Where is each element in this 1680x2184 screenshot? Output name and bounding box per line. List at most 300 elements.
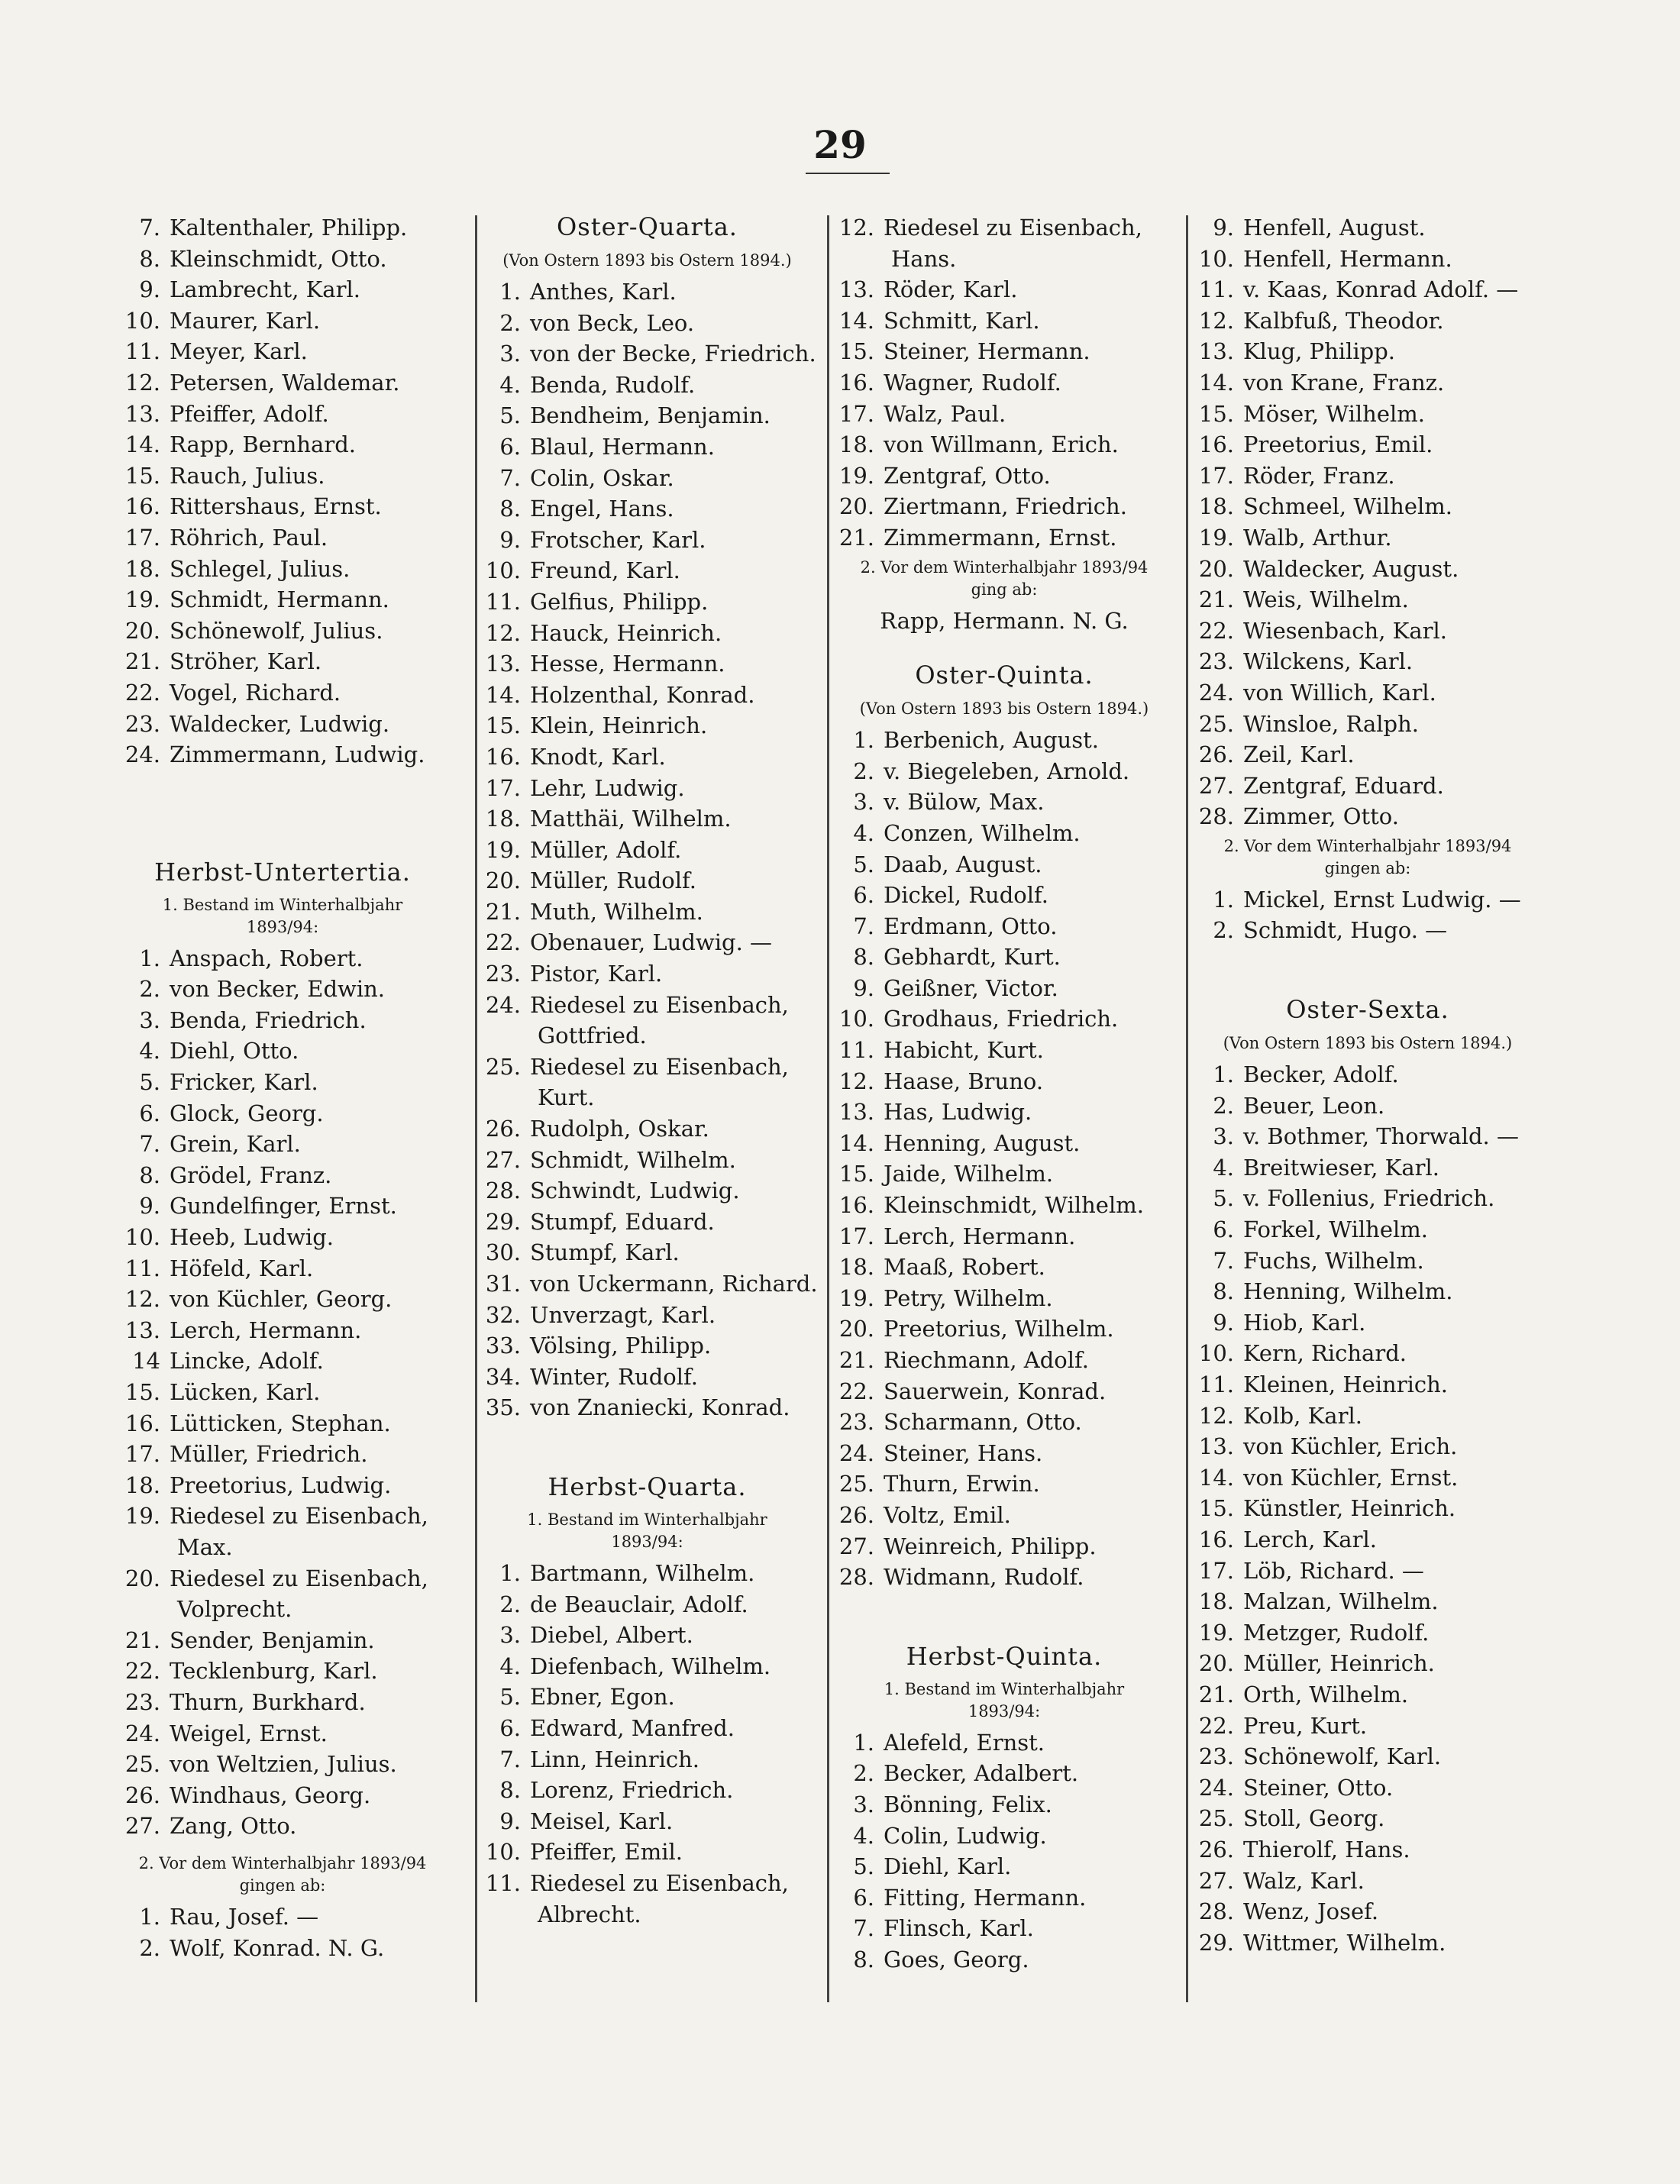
subheading-herbst-quinta-abgang-label: gingen ab: (1324, 858, 1411, 877)
list-item-name: Frotscher, Karl. (530, 526, 706, 553)
list-item (1188, 367, 1547, 399)
column-4 (1188, 212, 1547, 1958)
list-item (1188, 1617, 1547, 1649)
list-item-name: Schmitt, Karl. (884, 307, 1040, 334)
list-item (107, 646, 458, 677)
list-item-number: 1. (853, 1729, 874, 1756)
list-item-number: 5. (499, 402, 521, 429)
list-item-name: Anspach, Robert. (170, 945, 363, 971)
list-item-name: Freund, Karl. (530, 557, 680, 584)
list-item-number: 14. (1198, 1464, 1234, 1491)
list-item-name: Müller, Heinrich. (1243, 1650, 1435, 1677)
list-item-number: 17. (1198, 1557, 1234, 1584)
list-item (1188, 1245, 1547, 1277)
list-item-number: 5. (853, 1853, 874, 1880)
list-item-name: Winter, Rudolf. (530, 1363, 698, 1390)
list-item-number: 13. (1198, 338, 1234, 365)
list-item-number: 28. (1198, 803, 1234, 830)
list-item (829, 818, 1180, 849)
list-item-name: Preetorius, Wilhelm. (884, 1316, 1114, 1342)
list-item-name: Ströher, Karl. (170, 648, 322, 675)
list-item-number: 25. (1198, 710, 1234, 737)
list-item (829, 756, 1180, 787)
list-item-name: Lücken, Karl. (170, 1379, 321, 1405)
list-item (1188, 1462, 1547, 1494)
list-item-name: Steiner, Hans. (884, 1439, 1043, 1466)
list-item-number: 9. (499, 1808, 521, 1834)
list-item-number: 1. (499, 1559, 521, 1586)
list-item-name: Künstler, Heinrich. (1243, 1495, 1456, 1522)
subheading-herbst-quarta-year: 1893/94: (611, 1532, 683, 1551)
list-item-number: 3. (139, 1006, 160, 1033)
list-item (1188, 1556, 1547, 1587)
list-item-number: 19. (1198, 1619, 1234, 1646)
list-item-number: 33. (485, 1333, 521, 1359)
list-item-name: Kleinen, Heinrich. (1243, 1371, 1449, 1397)
list-item (829, 1727, 1180, 1759)
list-item-number: 11. (1198, 276, 1234, 303)
list-item-number: 8. (139, 245, 160, 272)
list-item-name: Wagner, Rudolf. (884, 369, 1061, 396)
list-item-name: Obenauer, Ludwig. — (530, 929, 773, 956)
list-item-number: 34. (485, 1363, 521, 1390)
list-item (473, 648, 821, 680)
list-herbst-untertertia (107, 943, 458, 1842)
list-item (1188, 615, 1547, 647)
list-item (829, 1190, 1180, 1221)
list-herbst-quinta (829, 1727, 1180, 1976)
list-item-number: 18. (1198, 493, 1234, 520)
list-item-number: 6. (499, 433, 521, 460)
list-item-name: Kurt. (538, 1084, 595, 1111)
list-item-number: 22. (1198, 617, 1234, 644)
list-item-name: Kaltenthaler, Philipp. (170, 215, 408, 241)
subheading-herbst-quinta-bestand: 1. Bestand im Winterhalbjahr (884, 1679, 1125, 1698)
list-item-name: Beuer, Leon. (1243, 1092, 1385, 1119)
list-item (107, 522, 458, 554)
list-item-name: von Becker, Edwin. (170, 976, 386, 1003)
list-item (473, 1300, 821, 1331)
list-item-number: 10. (838, 1006, 874, 1032)
list-item-name: Weis, Wilhelm. (1243, 586, 1409, 613)
list-item-name: Diehl, Otto. (170, 1038, 299, 1065)
list-item (473, 1268, 821, 1300)
list-item-name: Unverzagt, Karl. (530, 1301, 716, 1328)
subheading-herbst-quarta-bestand: 1. Bestand im Winterhalbjahr (527, 1510, 767, 1529)
list-item (829, 1562, 1180, 1593)
list-item-name: Lincke, Adolf. (170, 1348, 324, 1375)
list-item-number: 25. (838, 1471, 874, 1497)
list-item-name: Schwindt, Ludwig. (530, 1178, 740, 1204)
list-item-name: Ebner, Egon. (530, 1684, 675, 1711)
list-item-name: Gebhardt, Kurt. (884, 944, 1061, 971)
list-item-name: Fuchs, Wilhelm. (1243, 1247, 1424, 1274)
list-item-number: 15. (485, 712, 521, 739)
list-item (473, 865, 821, 897)
list-item-number: 2. (139, 976, 160, 1003)
list-item (107, 677, 458, 709)
list-item-number: 11. (485, 588, 521, 615)
list-item-number: 12. (485, 619, 521, 646)
list-item-number: 24. (485, 991, 521, 1018)
list-item (1188, 1586, 1547, 1617)
list-item-number: 4. (139, 1038, 160, 1065)
list-item-name: von Weltzien, Julius. (170, 1751, 397, 1778)
list-item (473, 1113, 821, 1145)
list-item (107, 1933, 458, 1964)
list-item-name: Albrecht. (538, 1901, 641, 1927)
list-herbst-quarta (473, 1558, 821, 1930)
list-item-number: 27. (1198, 1867, 1234, 1894)
list-item-name: Anthes, Karl. (530, 279, 677, 305)
list-item (473, 1237, 821, 1268)
list-item (107, 1501, 458, 1532)
heading-oster-sexta: Oster-Sexta. (1286, 995, 1449, 1025)
list-item (829, 1944, 1180, 1976)
list-item-number: 1. (853, 727, 874, 754)
list-item-number: 4. (853, 1822, 874, 1849)
list-item (1188, 274, 1547, 305)
list-item-number: 29. (485, 1208, 521, 1235)
list-item (473, 1020, 821, 1052)
list-item-name: Meyer, Karl. (170, 338, 308, 365)
list-item-name: Becker, Adolf. (1243, 1061, 1399, 1088)
list-item-name: Henfell, Hermann. (1243, 245, 1452, 272)
list-item (473, 1082, 821, 1113)
list-item-name: Zimmermann, Ludwig. (170, 741, 425, 768)
list-item-number: 28. (838, 1564, 874, 1591)
list-item-name: Alefeld, Ernst. (884, 1729, 1045, 1756)
list-item-number: 19. (838, 462, 874, 489)
list-item-number: 9. (139, 276, 160, 303)
list-item (829, 491, 1180, 522)
list-item-name: de Beauclair, Adolf. (530, 1591, 748, 1617)
list-item-name: Bönning, Felix. (884, 1791, 1052, 1817)
list-item (473, 927, 821, 958)
list-item (107, 1470, 458, 1501)
list-item-name: Löb, Richard. — (1243, 1557, 1424, 1584)
list-item-name: Möser, Wilhelm. (1243, 400, 1425, 427)
subheading-bestand: 1. Bestand im Winterhalbjahr (162, 895, 403, 914)
list-item (1188, 1896, 1547, 1927)
list-item (107, 1563, 458, 1594)
list-item (829, 911, 1180, 942)
list-item-name: Lambrecht, Karl. (170, 276, 360, 303)
list-item-number: 18. (838, 1254, 874, 1281)
list-item-number: 3. (853, 1791, 874, 1817)
list-item (107, 274, 458, 305)
list-item (1188, 884, 1547, 916)
list-item (473, 1744, 821, 1775)
list-item-name: Rittershaus, Ernst. (170, 493, 382, 520)
list-item (473, 431, 821, 463)
list-item-name: Orth, Wilhelm. (1243, 1681, 1409, 1707)
list-item-name: v. Biegeleben, Arnold. (884, 758, 1130, 784)
list-item-number: 11. (124, 338, 160, 365)
list-item-name: Henning, August. (884, 1129, 1081, 1156)
list-item-number: 2. (853, 1760, 874, 1787)
list-item (1188, 1121, 1547, 1152)
list-item-name: von der Becke, Friedrich. (530, 341, 816, 367)
list-item-number: 27. (1198, 772, 1234, 799)
list-item-number: 11. (838, 1037, 874, 1064)
list-item-number: 22. (124, 1658, 160, 1685)
list-item (107, 943, 458, 974)
list-item-name: Thurn, Burkhard. (170, 1688, 366, 1715)
list-item (1188, 1741, 1547, 1772)
list-item (1188, 1866, 1547, 1897)
list-item-name: Maurer, Karl. (170, 307, 321, 334)
list-item (1188, 399, 1547, 430)
list-item-number: 26. (124, 1782, 160, 1808)
list-item-number: 16. (124, 1410, 160, 1436)
list-item (473, 525, 821, 556)
list-item (1188, 1338, 1547, 1369)
list-item (107, 429, 458, 460)
list-item-number: 2. (1213, 917, 1234, 944)
list-item-number: 18. (485, 806, 521, 832)
list-item-name: Wolf, Konrad. N. G. (170, 1934, 385, 1961)
list-item-name: Lerch, Karl. (1243, 1526, 1377, 1552)
list-item (829, 212, 1180, 244)
list-item (107, 305, 458, 337)
list-item-name: Grödel, Franz. (170, 1161, 332, 1188)
list-item-number: 2. (139, 1934, 160, 1961)
list-item-number: 12. (1198, 1402, 1234, 1429)
list-item-name: Erdmann, Otto. (884, 913, 1058, 939)
list-item (473, 618, 821, 649)
list-item-name: Malzan, Wilhelm. (1243, 1588, 1439, 1615)
list-item-name: Müller, Friedrich. (170, 1441, 368, 1468)
list-item (1188, 1927, 1547, 1959)
list-item-number: 7. (499, 1746, 521, 1772)
list-item-number (829, 244, 884, 275)
list-item-number: 7. (853, 913, 874, 939)
column-3 (829, 212, 1180, 1976)
list-item-name: Klug, Philipp. (1243, 338, 1395, 365)
list-item (473, 803, 821, 835)
list-item-name: Muth, Wilhelm. (530, 898, 703, 925)
list-item (107, 1191, 458, 1222)
list-item (1188, 1648, 1547, 1679)
list-item-name: Heeb, Ludwig. (170, 1224, 334, 1251)
list-item-number: 9. (853, 974, 874, 1001)
heading-herbst-quarta: Herbst-Quarta. (548, 1472, 747, 1501)
list-oster-quinta (829, 725, 1180, 1593)
list-item-number: 6. (139, 1100, 160, 1126)
list-item-number: 2. (853, 758, 874, 784)
list-item-name: von Willich, Karl. (1243, 679, 1436, 706)
list-item-name: Winsloe, Ralph. (1243, 710, 1419, 737)
list-item (107, 1687, 458, 1718)
list-item (107, 1315, 458, 1346)
list-item-name: Petry, Wilhelm. (884, 1284, 1053, 1311)
list-item-name: Röder, Karl. (884, 276, 1018, 303)
subheading-abgang-label: gingen ab: (239, 1875, 326, 1895)
list-item-number: 16. (485, 743, 521, 770)
list-item-name: Lerch, Hermann. (170, 1317, 362, 1343)
list-item-number: 14. (838, 307, 874, 334)
list-item-name: v. Bothmer, Thorwald. — (1243, 1123, 1519, 1150)
list-item-name: Ziertmann, Friedrich. (884, 493, 1127, 520)
list-item (473, 1558, 821, 1589)
list-item-name: Has, Ludwig. (884, 1099, 1032, 1126)
list-item (829, 1158, 1180, 1190)
list-item-name: Wiesenbach, Karl. (1243, 617, 1447, 644)
list-item (107, 1625, 458, 1656)
list-item-name: Maaß, Robert. (884, 1254, 1045, 1281)
list-item (107, 1532, 458, 1563)
list-item (1188, 1772, 1547, 1804)
list-item-number: 25. (1198, 1805, 1234, 1832)
list-item-number: 21. (485, 898, 521, 925)
list-item-name: Linn, Heinrich. (530, 1746, 700, 1772)
list-item-name: Waldecker, August. (1243, 555, 1459, 582)
list-item-number: 21. (124, 1627, 160, 1653)
list-item-number: 1. (139, 1903, 160, 1930)
list-item-number: 8. (499, 496, 521, 522)
list-item (473, 897, 821, 928)
list-item-name: Thurn, Erwin. (884, 1471, 1040, 1497)
list-item-name: Schmeel, Wilhelm. (1243, 493, 1452, 520)
list-item-name: Flinsch, Karl. (884, 1915, 1034, 1942)
list-item-name: Gelfius, Philipp. (530, 588, 709, 615)
list-item-number: 22. (1198, 1712, 1234, 1739)
list-item-number: 20. (838, 493, 874, 520)
list-item (1188, 709, 1547, 740)
list-item-name: Preetorius, Ludwig. (170, 1472, 392, 1498)
list-item (1188, 1401, 1547, 1432)
list-item-number: 15. (124, 462, 160, 489)
list-item-number: 24. (1198, 1774, 1234, 1801)
list-item-name: Weigel, Ernst. (170, 1720, 328, 1746)
list-item-number: 8. (139, 1161, 160, 1188)
list-item-name: Walz, Paul. (884, 400, 1006, 427)
list-item-number: 1. (499, 279, 521, 305)
list-item-number: 7. (139, 215, 160, 241)
list-item-number: 2. (499, 1591, 521, 1617)
list-item-name: von Küchler, Georg. (170, 1286, 393, 1313)
list-item-number: 14. (485, 681, 521, 708)
list-item-name: Schmidt, Hugo. — (1243, 917, 1448, 944)
list-item-name: Bartmann, Wilhelm. (530, 1559, 755, 1586)
list-item-number: 1. (1213, 886, 1234, 913)
list-item-name: Lerch, Hermann. (884, 1223, 1076, 1249)
list-item-number: 9. (1213, 1309, 1234, 1336)
list-item-number: 16. (838, 369, 874, 396)
list-item-number: 9. (139, 1193, 160, 1220)
list-item (1188, 1369, 1547, 1401)
list-item-number: 31. (485, 1271, 521, 1297)
list-item (1188, 1307, 1547, 1339)
list-item-name: von Krane, Franz. (1243, 369, 1445, 396)
list-item-name: Daab, August. (884, 851, 1042, 877)
list-item-name: Sauerwein, Konrad. (884, 1378, 1107, 1404)
list-item (1188, 305, 1547, 337)
list-item-number: 26. (1198, 741, 1234, 768)
list-item (829, 1252, 1180, 1283)
list-item (107, 974, 458, 1005)
list-item-number: 15. (124, 1379, 160, 1405)
list-item (829, 1283, 1180, 1314)
list-item-name: Diehl, Karl. (884, 1853, 1012, 1880)
list-item-name: Henfell, August. (1243, 215, 1426, 241)
list-item (1188, 1276, 1547, 1307)
list-item (473, 741, 821, 773)
list-item (107, 1005, 458, 1036)
list-item-number: 7. (499, 464, 521, 491)
list-item-name: von Küchler, Erich. (1243, 1433, 1458, 1460)
list-item-name: Edward, Manfred. (530, 1714, 735, 1741)
list-item-number: 14. (124, 431, 160, 458)
list-item (107, 1067, 458, 1098)
list-item-name: von Uckermann, Richard. (530, 1271, 818, 1297)
list-item-name: Kleinschmidt, Otto. (170, 245, 387, 272)
list-item-number: 20. (485, 867, 521, 894)
list-item (107, 1718, 458, 1749)
list-item (1188, 244, 1547, 275)
list-item-number: 19. (124, 586, 160, 613)
subheading-oster-quarta-period: (Von Ostern 1893 bis Ostern 1894.) (502, 251, 792, 270)
list-item-number: 8. (499, 1777, 521, 1804)
list-herbst-quinta-continued (1188, 212, 1547, 832)
list-item-number: 10. (124, 1224, 160, 1251)
list-item (107, 1408, 458, 1439)
list-item-name: Pistor, Karl. (530, 961, 663, 987)
list-item (829, 274, 1180, 305)
list-item-name: von Willmann, Erich. (884, 431, 1119, 458)
list-item-number: 18. (838, 431, 874, 458)
list-item (107, 1253, 458, 1284)
list-item-number: 17. (838, 400, 874, 427)
list-item (1188, 1214, 1547, 1245)
list-item (829, 1758, 1180, 1789)
list-item-number: 16. (838, 1192, 874, 1219)
list-item (473, 1837, 821, 1868)
list-item-name: Pfeiffer, Emil. (530, 1839, 683, 1866)
list-item-number: 30. (485, 1239, 521, 1266)
list-item-number: 7. (1213, 1247, 1234, 1274)
list-item (1188, 646, 1547, 677)
list-item (829, 1066, 1180, 1097)
list-item (1188, 1711, 1547, 1742)
list-item-name: von Küchler, Ernst. (1243, 1464, 1459, 1491)
list-item (473, 276, 821, 308)
list-item-number: 23. (124, 710, 160, 737)
list-item-number: 23. (1198, 1743, 1234, 1770)
list-item (107, 1811, 458, 1842)
list-item-name: v. Follenius, Friedrich. (1243, 1185, 1495, 1212)
list-item-number: 20. (124, 617, 160, 644)
list-item-name: Stumpf, Karl. (530, 1239, 680, 1266)
list-item-name: Riechmann, Adolf. (884, 1347, 1089, 1373)
list-item (829, 305, 1180, 337)
list-item (473, 1052, 821, 1083)
list-item-number: 13. (124, 400, 160, 427)
list-item-name: Schönewolf, Julius. (170, 617, 383, 644)
list-item-number: 35. (485, 1394, 521, 1421)
list-item (829, 849, 1180, 880)
list-item-number: 3. (853, 789, 874, 816)
list-item-name: v. Bülow, Max. (884, 789, 1045, 816)
list-item-name: Tecklenburg, Karl. (170, 1658, 378, 1685)
list-item (1188, 1524, 1547, 1556)
list-item (1188, 212, 1547, 244)
list-item-name: Kern, Richard. (1243, 1340, 1407, 1367)
list-item-name: Fricker, Karl. (170, 1069, 318, 1096)
list-item-number: 20. (838, 1316, 874, 1342)
list-item-number: 20. (1198, 1650, 1234, 1677)
